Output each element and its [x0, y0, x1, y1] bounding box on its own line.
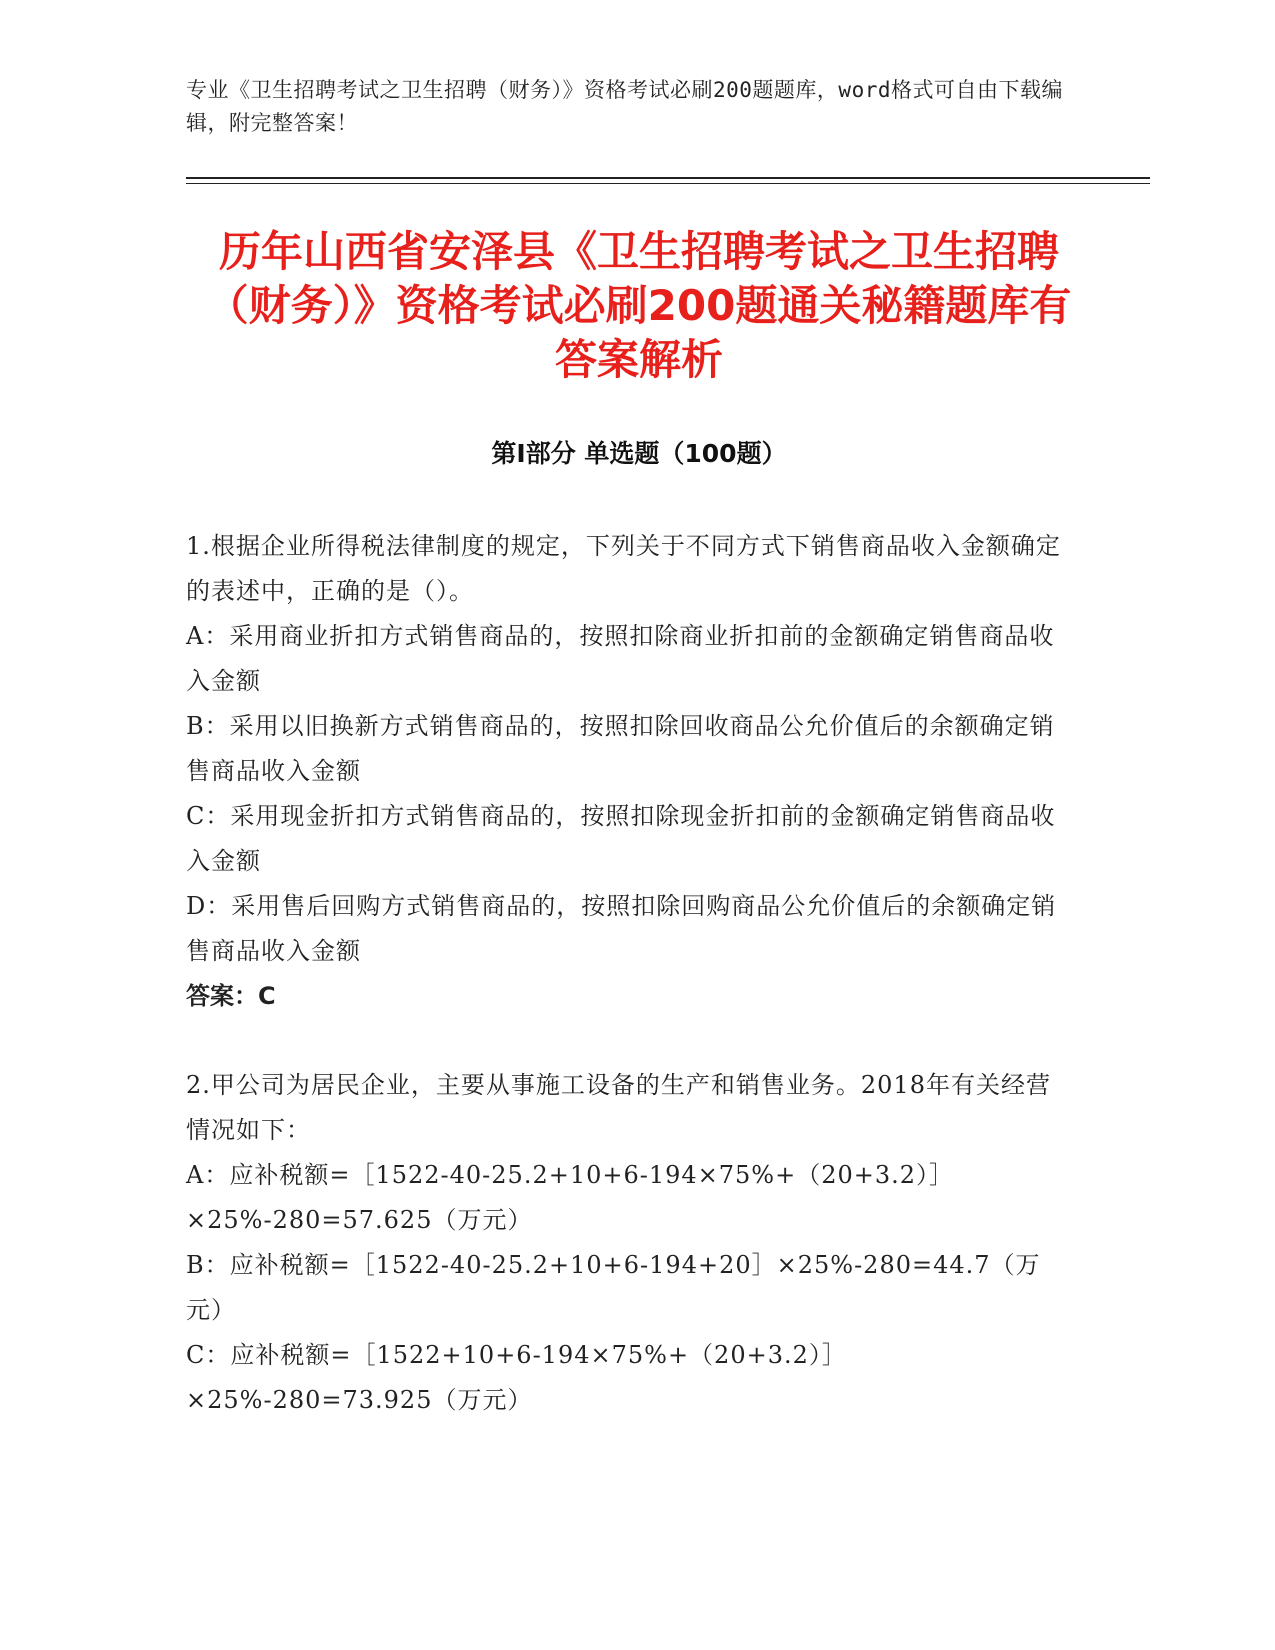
answer-line: 答案：C	[186, 982, 276, 1010]
header-note: 专业《卫生招聘考试之卫生招聘（财务）》资格考试必刷200题题库，word格式可自由下载编辑，附完整答案！	[186, 78, 1063, 135]
question-stem: 1.根据企业所得税法律制度的规定，下列关于不同方式下销售商品收入金额确定的表述中，正确的是（）。	[186, 532, 1061, 605]
option-b: B：采用以旧换新方式销售商品的，按照扣除回收商品公允价值后的余额确定销售商品收入金额	[186, 712, 1055, 785]
option-a: A：应补税额=［1522-40-25.2+10+6-194×75%+（20+3.2）］×25%-280=57.625（万元）	[186, 1161, 955, 1234]
header-divider-thick	[186, 177, 1150, 179]
option-a: A：采用商业折扣方式销售商品的，按照扣除商业折扣前的金额确定销售商品收入金额	[186, 622, 1055, 695]
option-d: D：采用售后回购方式销售商品的，按照扣除回购商品公允价值后的余额确定销售商品收入金额	[186, 892, 1057, 965]
option-b: B：应补税额=［1522-40-25.2+10+6-194+20］×25%-280=44.7（万元）	[186, 1251, 1041, 1324]
document-title: 历年山西省安泽县《卫生招聘考试之卫生招聘（财务）》资格考试必刷200题通关秘籍题库有答案解析	[206, 227, 1072, 384]
question-2	[186, 1063, 1066, 1423]
question-1	[186, 524, 1066, 1019]
section-heading: 第Ⅰ部分 单选题（100题）	[491, 439, 787, 468]
option-c: C：应补税额=［1522+10+6-194×75%+（20+3.2）］×25%-280=73.925（万元）	[186, 1341, 847, 1414]
option-c: C：采用现金折扣方式销售商品的，按照扣除现金折扣前的金额确定销售商品收入金额	[186, 802, 1056, 875]
question-list	[186, 524, 1066, 1467]
header-divider-thin	[186, 183, 1150, 184]
question-stem: 2.甲公司为居民企业，主要从事施工设备的生产和销售业务。2018年有关经营情况如下：	[186, 1071, 1051, 1144]
